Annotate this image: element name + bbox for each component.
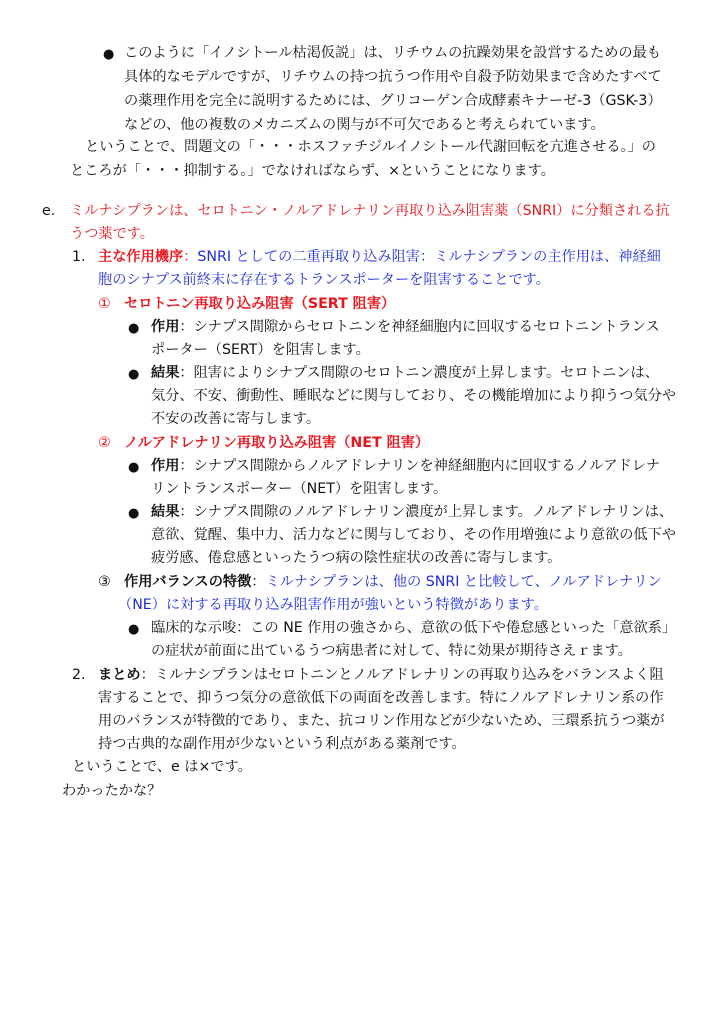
bullet-icon: ●: [103, 47, 115, 62]
closing-remark: わかったかな？: [62, 783, 162, 799]
sub2-action-text: ：シナプス間隙からノルアドレナリンを神経細胞内に回収するノルアドレナ: [179, 458, 661, 474]
subsection-2-title: ノルアドレナリン再取り込み阻害（NET 阻害）: [124, 435, 430, 451]
subsection-3-title: 作用バランスの特徴: [124, 574, 252, 590]
section-1-text: SNRI としての二重再取り込み阻害：ミルナシプランの主作用は、神経細: [197, 249, 661, 265]
sub1-action-label: 作用: [151, 319, 180, 335]
section-2-line-2: 害することで、抑うつ気分の意欲低下の両面を改善します。特にノルアドレナリン系の作: [98, 690, 664, 706]
sub2-result-line-2: 意欲、覚醒、集中力、活力などに関与しており、その作用増強により意欲の低下や: [151, 527, 676, 543]
sub1-result-text: ：阻害によりシナプス間隙のセロトニン濃度が上昇します。セロトニンは、: [179, 365, 659, 381]
sub2-result-line-3: 疲労感、倦怠感といったうつ病の陰性症状の改善に寄与します。: [151, 550, 562, 566]
subsection-3-text: ミルナシプランは、他の SNRI と比較して、ノルアドレナリン: [265, 574, 662, 590]
section-2-text: ：ミルナシプランはセロトニンとノルアドレナリンの再取り込みをバランスよく阻: [140, 667, 664, 683]
sub1-result-line-1: [151, 362, 659, 386]
section-2-line-4: 持つ古典的な副作用が少ないという利点がある薬剤です。: [98, 736, 466, 752]
sub1-action-line-1: [151, 316, 660, 340]
sub1-action-line-2: ポーター（SERT）を阻害します。: [151, 342, 370, 358]
bullet-icon: ●: [128, 506, 140, 521]
item-e-marker: e.: [42, 203, 56, 219]
subsection-1-marker: ①: [98, 296, 111, 312]
section-2-line-1: [98, 664, 664, 688]
conclusion-d-line-1: ということで、問題文の「・・・ホスファチジルイノシトール代謝回転を亢進させる。」の: [85, 139, 656, 155]
sub3-clinical-line-1: 臨床的な示唆：この NE 作用の強さから、意欲の低下や倦怠感といった「意欲系」: [151, 620, 677, 636]
section-1-sep: ：: [183, 249, 198, 265]
subsection-2-marker: ②: [98, 435, 111, 451]
conclusion-d-line-2: ところが「・・・抑制する。」でなければならず、×ということになります。: [70, 163, 555, 179]
sub3-clinical-line-2: の症状が前面に出ているうつ病患者に対して、特に効果が期待さえｒます。: [151, 643, 632, 659]
bullet-icon: ●: [128, 367, 140, 382]
section-1-marker: 1.: [72, 249, 86, 265]
section-1-heading: 主な作用機序: [98, 249, 184, 265]
sub2-result-line-1: [151, 501, 673, 525]
intro-line-3: の薬理作用を完全に説明するためには、グリコーゲン合成酵素キナーゼ-3（GSK-3）: [124, 93, 662, 109]
section-1-line-1: [98, 246, 661, 270]
subsection-1-title: セロトニン再取り込み阻害（SERT 阻害）: [124, 296, 396, 312]
subsection-3-marker: ③: [98, 574, 111, 590]
section-2-heading: まとめ: [98, 667, 141, 683]
item-e-line-2: うつ薬です。: [70, 226, 154, 242]
intro-line-2: 具体的なモデルですが、リチウムの持つ抗うつ作用や自殺予防効果まで含めたすべて: [124, 69, 662, 85]
subsection-3-line-2: （NE）に対する再取り込み阻害作用が強いという特徴があります。: [118, 597, 548, 613]
sub2-result-label: 結果: [151, 504, 180, 520]
subsection-3-line-1: [124, 571, 662, 595]
sub1-result-line-2: 気分、不安、衝動性、睡眠などに関与しており、その機能増加により抑うつ気分や: [151, 388, 676, 404]
bullet-icon: ●: [128, 622, 140, 637]
section-2-line-3: 用のバランスが特徴的であり、また、抗コリン作用などが少ないため、三環系抗うつ薬が: [98, 713, 665, 729]
section-2-marker: 2.: [72, 667, 86, 683]
sub1-result-line-3: 不安の改善に寄与します。: [151, 411, 321, 427]
bullet-icon: ●: [128, 321, 140, 336]
item-e-line-1: ミルナシプランは、セロトニン・ノルアドレナリン再取り込み阻害薬（SNRI）に分類される抗: [70, 203, 670, 219]
intro-line-4: などの、他の複数のメカニズムの関与が不可欠であると考えられています。: [124, 117, 605, 133]
subsection-3-sep: ：: [251, 574, 266, 590]
conclusion-e: ということで、e は×です。: [72, 759, 252, 775]
sub2-action-line-1: [151, 455, 660, 479]
sub1-result-label: 結果: [151, 365, 180, 381]
sub2-action-line-2: リントランスポーター（NET）を阻害します。: [151, 481, 448, 497]
bullet-icon: ●: [128, 460, 140, 475]
section-1-line-2: 胞のシナプス前終末に存在するトランスポーターを阻害することです。: [98, 272, 550, 288]
sub2-result-text: ：シナプス間隙のノルアドレナリン濃度が上昇します。ノルアドレナリンは、: [179, 504, 674, 520]
sub2-action-label: 作用: [151, 458, 180, 474]
intro-line-1: このように「イノシトール枯渇仮説」は、リチウムの抗躁効果を設営するための最も: [124, 45, 661, 61]
sub1-action-text: ：シナプス間隙からセロトニンを神経細胞内に回収するセロトニントランス: [179, 319, 660, 335]
